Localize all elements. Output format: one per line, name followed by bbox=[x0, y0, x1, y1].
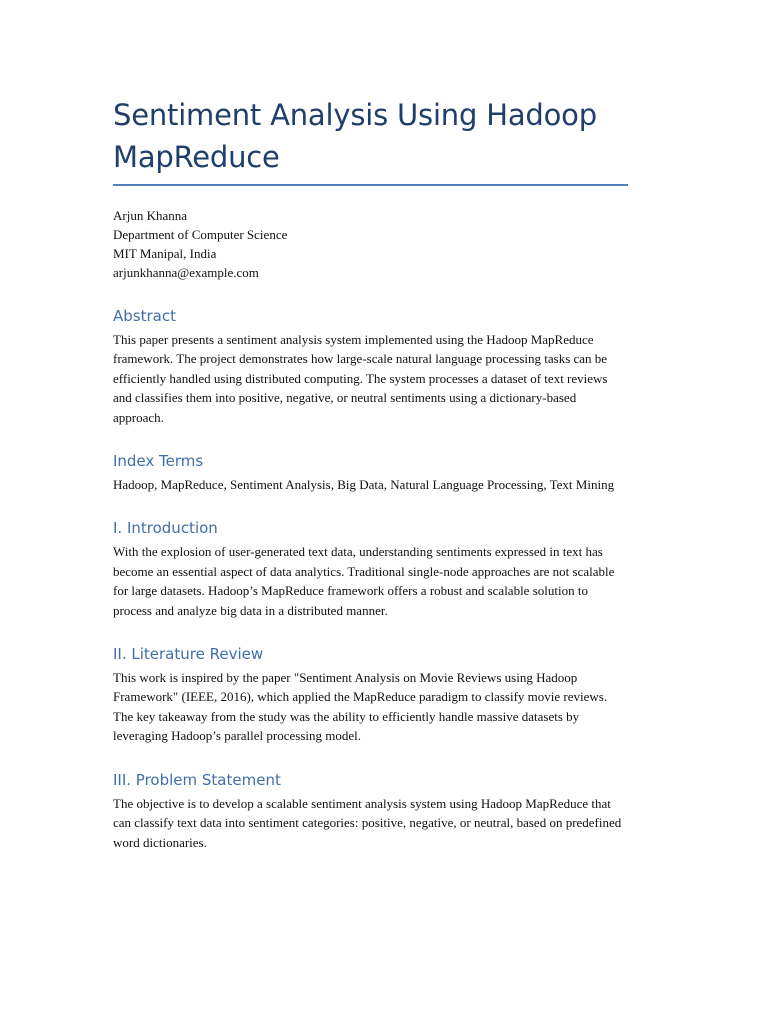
document-page bbox=[113, 94, 629, 852]
section-heading: Index Terms bbox=[113, 452, 204, 471]
section-body: The objective is to develop a scalable sentiment analysis system using Hadoop MapReduce that can classify text data into sentiment categories: positive, negative, or neutral, based on predefined word dictionaries. bbox=[113, 795, 622, 850]
section-body: This paper presents a sentiment analysis system implemented using the Hadoop MapReduce framework. The project demonstrates how large-scale natural language processing tasks can be efficiently handled using distributed computing. The system processes a dataset of text reviews and classifies them into positive, negative, or neutral sentiments using a dictionary-based approach. bbox=[113, 332, 608, 425]
section-body: Hadoop, MapReduce, Sentiment Analysis, Big Data, Natural Language Processing, Text Mining bbox=[113, 477, 615, 493]
title-underline bbox=[113, 184, 628, 186]
section-abstract bbox=[113, 306, 629, 427]
section-heading: II. Literature Review bbox=[113, 645, 264, 664]
author-department: Department of Computer Science bbox=[113, 227, 288, 242]
author-institution: MIT Manipal, India bbox=[113, 246, 217, 261]
author-block bbox=[113, 206, 629, 282]
section-heading: I. Introduction bbox=[113, 519, 218, 538]
section-heading: III. Problem Statement bbox=[113, 770, 281, 789]
document-title: Sentiment Analysis Using Hadoop MapReduce bbox=[113, 98, 597, 174]
author-name: Arjun Khanna bbox=[113, 208, 188, 223]
section-literature-review bbox=[113, 644, 629, 746]
section-introduction bbox=[113, 518, 629, 620]
section-body: With the explosion of user-generated text data, understanding sentiments expressed in text has become an essential aspect of data analytics. Traditional single-node approaches are not scalable for large datasets. Hadoop’s MapReduce framework offers a robust and scalable solution to process and analyze big data in a distributed manner. bbox=[113, 544, 615, 618]
section-body: This work is inspired by the paper "Sentiment Analysis on Movie Reviews using Hadoop Framework" (IEEE, 2016), which applied the MapReduce paradigm to classify movie reviews. The key takeaway from the study was the ability to efficiently handle massive datasets by leveraging Hadoop’s parallel processing model. bbox=[113, 670, 608, 744]
section-heading: Abstract bbox=[113, 307, 176, 325]
section-problem-statement bbox=[113, 770, 629, 852]
section-index-terms bbox=[113, 451, 629, 494]
author-email: arjunkhanna@example.com bbox=[113, 265, 259, 280]
